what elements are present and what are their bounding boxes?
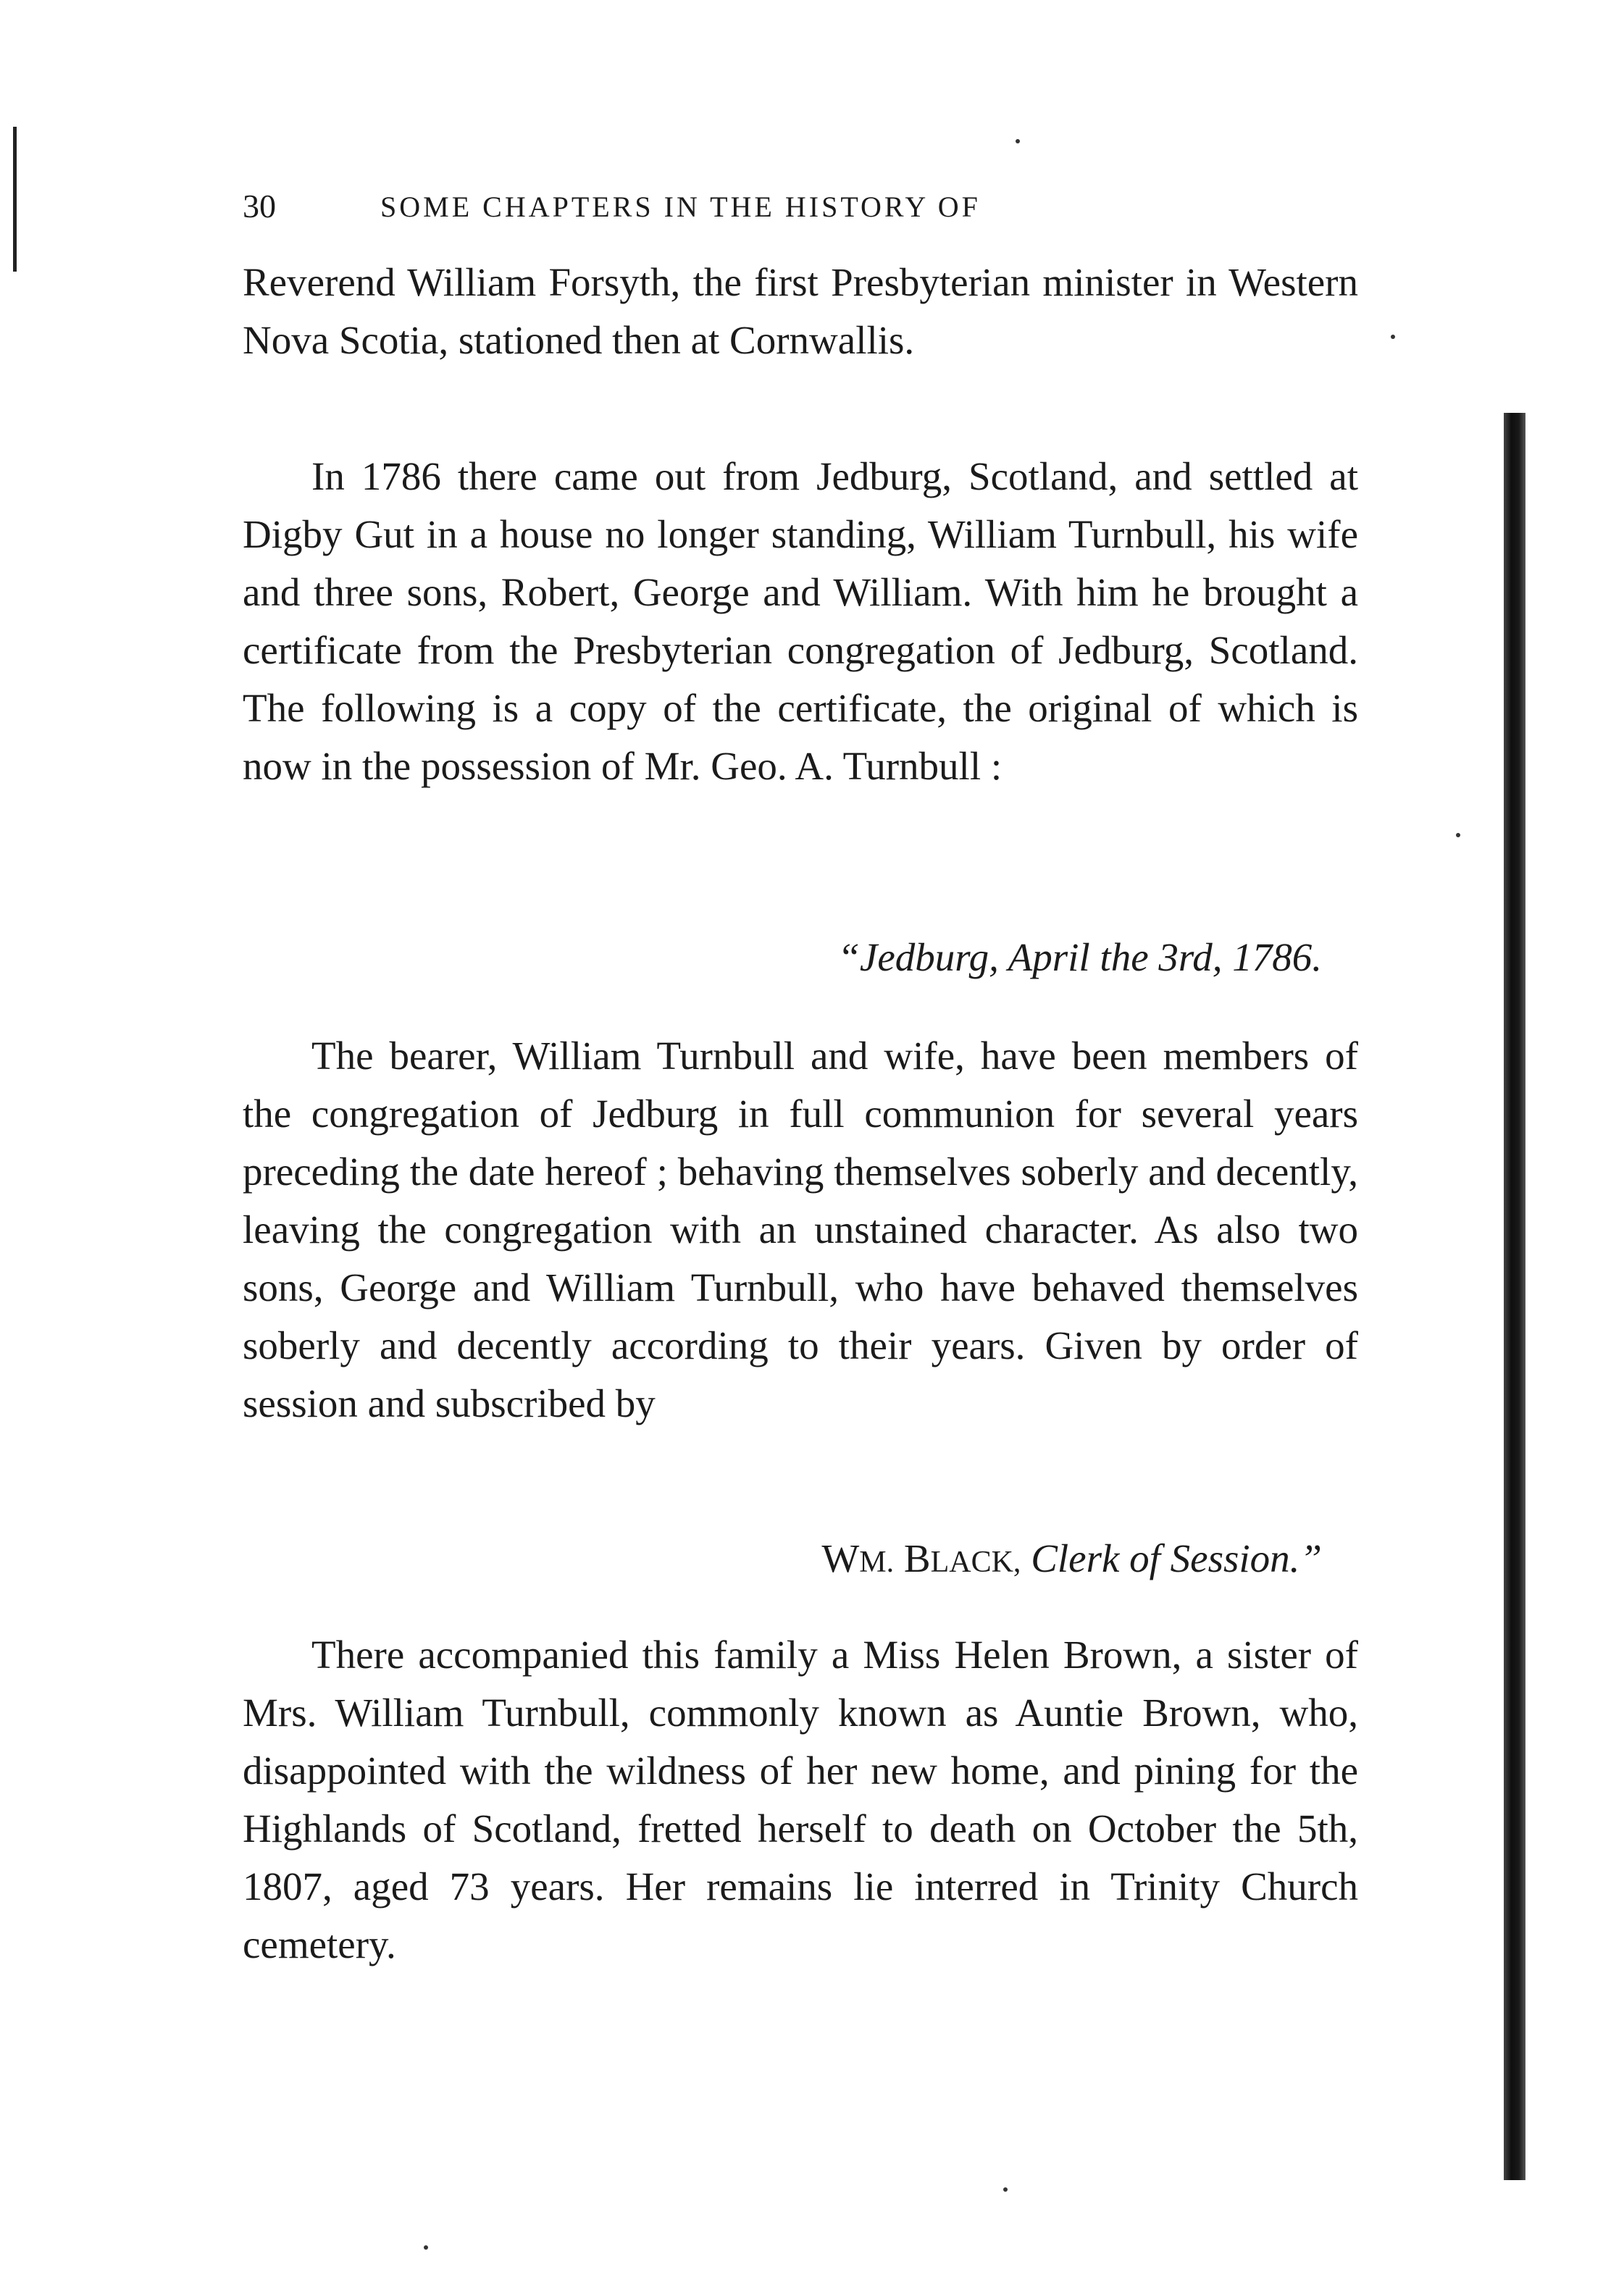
signature-initial: W <box>821 1536 860 1580</box>
paragraph-helen-brown: There accompanied this family a Miss Helen Brown, a sister of Mrs. William Turnbull, commonly known as Auntie Brown, who, disappointed with the wildness of her new home, and pining for the Highlands of Scotland, fretted herself to death on October the 5th, 1807, aged 73 years. Her remains lie interred in Trinity Church cemetery. <box>243 1633 1358 1966</box>
scan-speck <box>1391 335 1395 339</box>
scan-speck <box>424 2245 428 2250</box>
paragraph-continued: Reverend William Forsyth, the first Presbyterian minister in Western Nova Scotia, stationed then at Cornwallis. <box>243 260 1358 362</box>
scan-edge-mark <box>13 127 17 272</box>
running-head: SOME CHAPTERS IN THE HISTORY OF <box>380 190 981 223</box>
book-spine-shadow <box>1504 413 1525 2180</box>
page-number: 30 <box>243 188 276 225</box>
page-header <box>243 187 1358 230</box>
certificate-signature <box>243 1535 1322 1581</box>
scan-speck <box>1016 139 1020 143</box>
signature-small-caps: M. <box>859 1546 895 1579</box>
signature-initial: B <box>894 1536 931 1580</box>
certificate-text: The bearer, William Turnbull and wife, have been members of the congregation of Jedburg in full communion for several years preceding the date hereof ; behaving themselves soberly and decently, leaving the congregation with an unstained character. As also two sons, George and William Turnbull, who have behaved themselves soberly and decently according to their years. Given by order of session and subscribed by <box>243 1034 1358 1425</box>
certificate-dateline: “Jedburg, April the 3rd, 1786. <box>837 935 1322 979</box>
scan-speck <box>1456 833 1460 837</box>
paragraph-turnbull-arrival: In 1786 there came out from Jedburg, Scotland, and settled at Digby Gut in a house no longer standing, William Turnbull, his wife and three sons, Robert, George and William. With him he brought a certificate from the Presbyterian congregation of Jedburg, Scotland. The following is a copy of the certificate, the original of which is now in the possession of Mr. Geo. A. Turnbull : <box>243 454 1358 788</box>
signature-small-caps: LACK, <box>930 1546 1021 1579</box>
scan-speck <box>1003 2187 1008 2192</box>
signature-title: Clerk of Session.” <box>1021 1536 1322 1580</box>
